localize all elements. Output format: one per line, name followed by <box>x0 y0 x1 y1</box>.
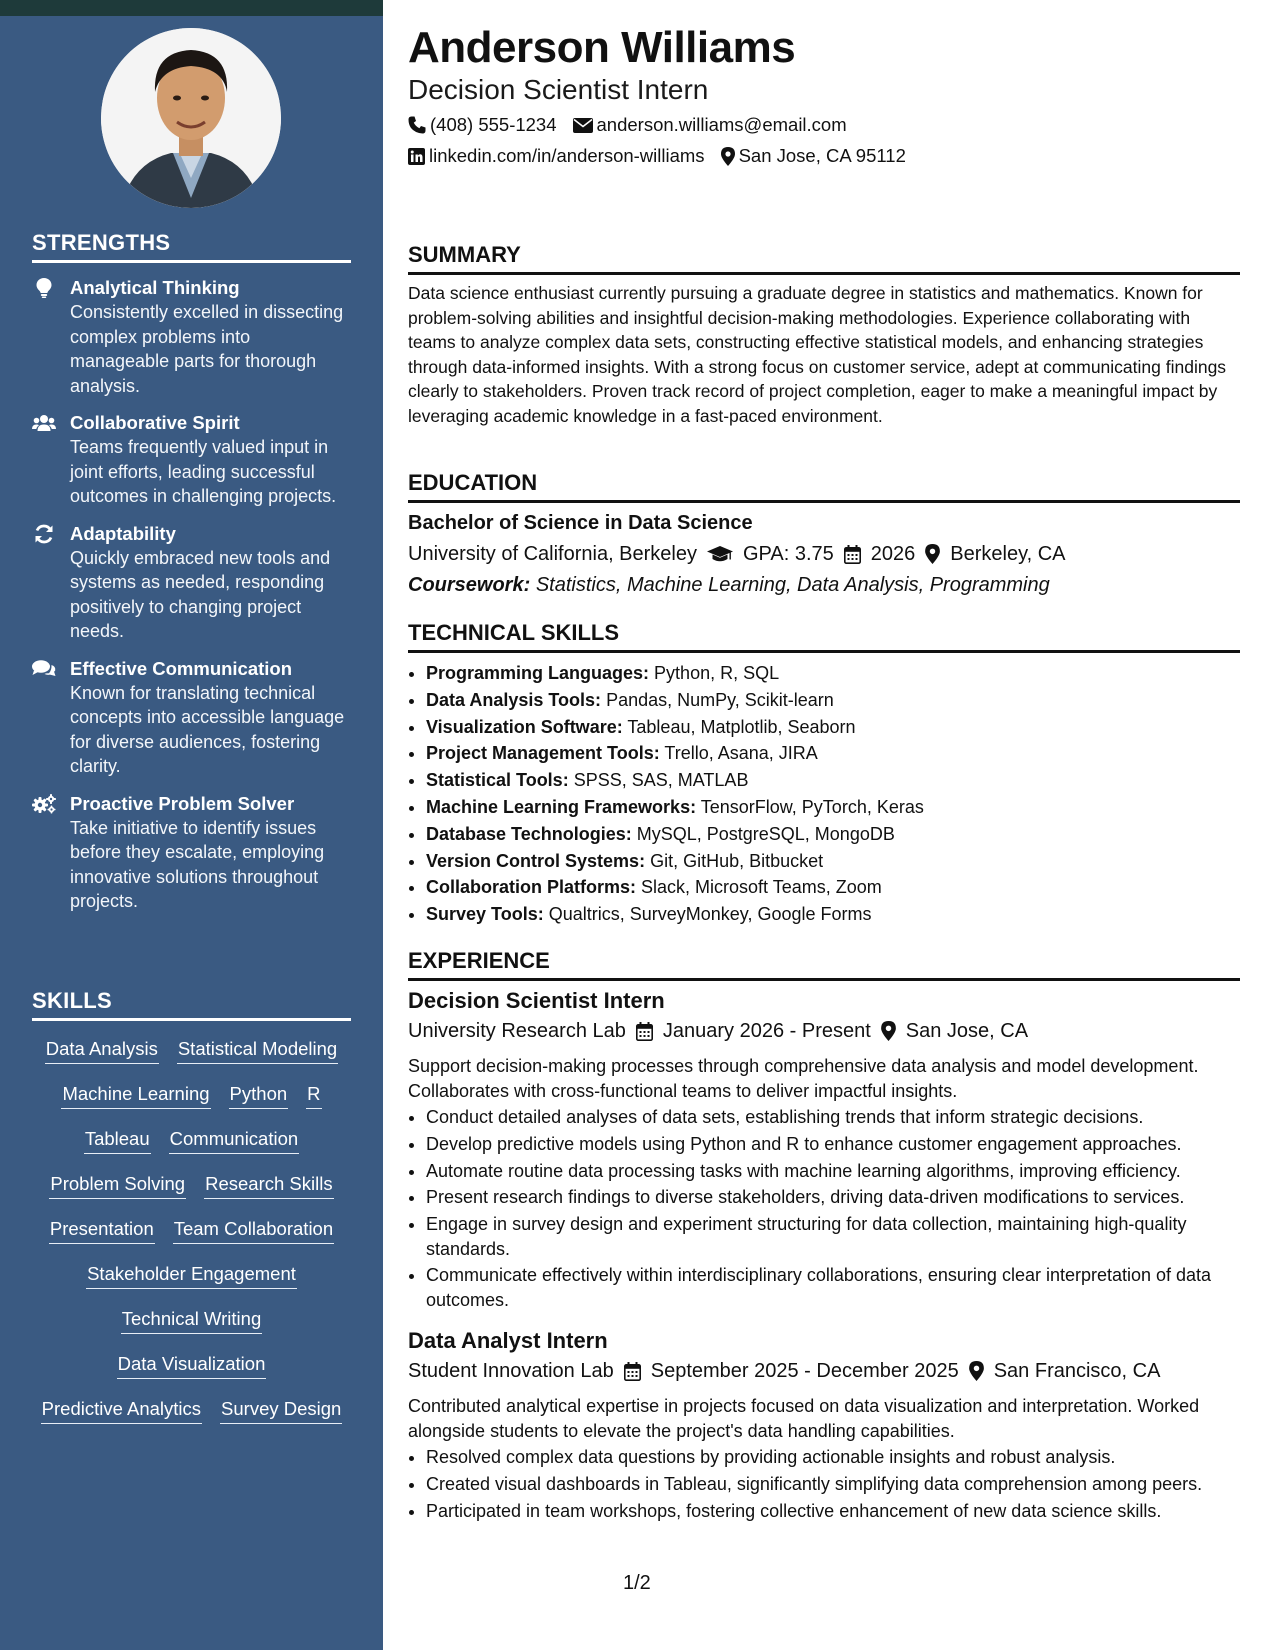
sidebar-top-bar <box>0 0 383 16</box>
list-item <box>426 901 1258 928</box>
strength-desc: Teams frequently valued input in joint efforts, leading successful outcomes in challenging projects. <box>70 437 337 506</box>
strength-item <box>32 411 351 509</box>
year-text: 2026 <box>870 543 916 565</box>
sync-icon <box>32 523 56 545</box>
list-item <box>426 687 1258 714</box>
strength-title: Proactive Problem Solver <box>70 792 295 814</box>
strength-item <box>32 657 351 779</box>
strength-title: Effective Communication <box>70 657 293 679</box>
list-item <box>426 848 1258 875</box>
envelope-icon <box>573 118 593 133</box>
page-number: 1/2 <box>623 1572 651 1594</box>
list-item <box>426 874 1258 901</box>
skill-tag: Tableau <box>84 1127 151 1154</box>
candidate-name: Anderson Williams <box>408 23 796 72</box>
location-text: San Jose, CA 95112 <box>738 145 906 166</box>
skill-category-label: Collaboration Platforms: <box>426 877 637 898</box>
contact-linkedin[interactable] <box>408 144 705 168</box>
skill-tag: Stakeholder Engagement <box>86 1262 297 1289</box>
job-title: Decision Scientist Intern <box>408 988 665 1013</box>
education-location <box>925 541 1065 567</box>
contact-phone <box>408 113 557 137</box>
summary-text: Data science enthusiast currently pursuing a graduate degree in statistics and mathematics. Known for problem-solving abilities and insightful decision-making methodologies. Experience collaborating with teams to analyze complex data sets, constructing effective statistical models, and enhancing strategies through data-informed insights. With a strong focus on customer service, adept at communicating findings clearly to stakeholders. Proven track record of project completion, eager to make a meaningful impact by leveraging academic knowledge in a fast-paced environment. <box>408 283 1227 426</box>
job-bullets <box>408 1105 1258 1315</box>
profile-photo <box>101 28 281 208</box>
skill-tag: Presentation <box>49 1217 155 1244</box>
skill-category-label: Data Analysis Tools: <box>426 689 602 710</box>
list-item <box>426 660 1258 687</box>
skills-section <box>32 988 351 1442</box>
degree-title: Bachelor of Science in Data Science <box>408 512 753 534</box>
contact-email[interactable] <box>573 113 847 137</box>
list-item: • Resolved complex data questions by providing actionable insights and robust analysis. <box>426 1445 1258 1470</box>
strength-desc: Take initiative to identify issues before they escalate, employing innovative solutions throughout projects. <box>70 817 325 911</box>
skill-category-value: SPSS, SAS, MATLAB <box>573 770 749 791</box>
skill-tag: Team Collaboration <box>173 1217 334 1244</box>
linkedin-icon <box>408 148 425 165</box>
skill-tag: Technical Writing <box>121 1307 263 1334</box>
list-item <box>426 794 1258 821</box>
job-dates <box>636 1018 871 1044</box>
list-item <box>426 767 1258 794</box>
skill-tag: Statistical Modeling <box>177 1037 338 1064</box>
skill-tag: Data Visualization <box>117 1352 267 1379</box>
list-item <box>426 821 1258 848</box>
skill-tag: Python <box>229 1082 289 1109</box>
skills-list <box>32 1037 351 1442</box>
list-item: • Created visual dashboards in Tableau, significantly simplifying data comprehension among peers. <box>426 1472 1258 1497</box>
list-item: • Conduct detailed analyses of data sets, establishing trends that inform strategic decisions. <box>426 1105 1258 1130</box>
job-location <box>969 1358 1161 1384</box>
linkedin-text[interactable]: linkedin.com/in/anderson-williams <box>429 145 705 166</box>
school-name: University of California, Berkeley <box>408 543 697 565</box>
contact-row <box>408 113 847 137</box>
skill-category-label: Statistical Tools: <box>426 770 569 791</box>
skill-category-value: Tableau, Matplotlib, Seaborn <box>627 716 856 737</box>
strength-title: Analytical Thinking <box>70 277 240 298</box>
strength-item <box>32 792 351 914</box>
job-location-text: San Jose, CA <box>905 1020 1029 1042</box>
education-meta <box>408 541 1066 567</box>
phone-icon <box>408 116 426 134</box>
list-item: • Present research findings to diverse stakeholders, driving data-driven modifications to services. <box>426 1185 1258 1210</box>
strength-item <box>32 522 351 644</box>
skill-tag: Survey Design <box>220 1397 342 1424</box>
contact-location <box>721 144 906 168</box>
strength-item <box>32 276 351 398</box>
education-gpa <box>707 541 834 567</box>
job-summary: Support decision-making processes through comprehensive data analysis and model development. Collaborates with cross-functional teams to deliver impactful insights. <box>408 1056 1199 1101</box>
skill-tag: Predictive Analytics <box>41 1397 202 1424</box>
job-dates-text: January 2026 - Present <box>662 1020 871 1042</box>
strength-desc: Known for translating technical concepts into accessible language for diverse audiences, fostering clarity. <box>70 682 345 776</box>
skill-tag: Data Analysis <box>45 1037 159 1064</box>
education-heading: EDUCATION <box>408 469 1240 503</box>
phone-text: (408) 555-1234 <box>430 114 557 135</box>
skill-category-label: Database Technologies: <box>426 823 632 844</box>
strength-desc: Consistently excelled in dissecting complex problems into manageable parts for thorough analysis. <box>70 302 344 396</box>
list-item <box>426 714 1258 741</box>
skills-heading: SKILLS <box>32 988 351 1021</box>
skill-tag: R <box>306 1082 321 1109</box>
coursework-label: Coursework: <box>408 574 531 596</box>
summary-heading: SUMMARY <box>408 241 1240 275</box>
skill-category-value: Pandas, NumPy, Scikit-learn <box>606 689 834 710</box>
calendar-icon <box>636 1022 653 1041</box>
job-bullets <box>408 1445 1258 1525</box>
sidebar <box>0 16 383 1650</box>
lightbulb-icon <box>32 277 56 299</box>
job-summary: Contributed analytical expertise in projects focused on data visualization and interpretation. Worked alongside students to elevate the project's data handling capabilities. <box>408 1396 1200 1441</box>
email-text[interactable]: anderson.williams@email.com <box>596 114 847 135</box>
technical-skills-list <box>408 660 1258 928</box>
list-item: • Develop predictive models using Python and R to enhance customer engagement approaches. <box>426 1132 1258 1157</box>
skill-category-value: Qualtrics, SurveyMonkey, Google Forms <box>548 904 872 925</box>
education-year <box>844 541 916 567</box>
job-dates-text: September 2025 - December 2025 <box>650 1360 959 1382</box>
skill-category-label: Machine Learning Frameworks: <box>426 796 697 817</box>
technical-skills-heading: TECHNICAL SKILLS <box>408 619 1240 653</box>
list-item: • Participated in team workshops, fostering collective enhancement of new data science skills. <box>426 1499 1258 1524</box>
cogs-icon <box>32 793 56 815</box>
job-meta <box>408 1018 1028 1044</box>
calendar-icon <box>624 1362 641 1381</box>
map-marker-icon <box>925 544 940 564</box>
comments-icon <box>32 658 56 680</box>
strengths-heading: STRENGTHS <box>32 230 351 263</box>
skill-category-label: Programming Languages: <box>426 663 650 683</box>
skill-category-value: MySQL, PostgreSQL, MongoDB <box>636 823 895 844</box>
skill-tag: Research Skills <box>204 1172 334 1199</box>
strength-title: Collaborative Spirit <box>70 412 240 433</box>
job-org: Student Innovation Lab <box>408 1360 614 1382</box>
graduation-cap-icon <box>707 545 733 563</box>
education-location-text: Berkeley, CA <box>950 543 1066 565</box>
gpa-text: GPA: 3.75 <box>743 543 834 565</box>
job-dates <box>624 1358 959 1384</box>
skill-tag: Problem Solving <box>49 1172 186 1199</box>
skill-category-value: Trello, Asana, JIRA <box>664 743 818 764</box>
list-item <box>426 740 1258 767</box>
strengths-section <box>32 230 351 914</box>
skill-tag: Communication <box>169 1127 300 1154</box>
list-item: • Communicate effectively within interdisciplinary collaborations, ensuring clear interpretation of data outcomes. <box>426 1263 1258 1312</box>
skill-category-value: TensorFlow, PyTorch, Keras <box>700 796 924 817</box>
skill-category-label: Visualization Software: <box>426 716 623 737</box>
map-marker-icon <box>721 147 735 166</box>
job-title: Data Analyst Intern <box>408 1328 608 1353</box>
candidate-title: Decision Scientist Intern <box>408 74 709 105</box>
coursework-text: Statistics, Machine Learning, Data Analysis, Programming <box>535 574 1050 596</box>
skill-category-value: Git, GitHub, Bitbucket <box>650 850 824 871</box>
skill-category-label: Project Management Tools: <box>426 743 660 764</box>
job-location <box>881 1018 1028 1044</box>
skill-tag: Machine Learning <box>61 1082 210 1109</box>
skill-category-label: Version Control Systems: <box>426 850 646 871</box>
skill-category-label: Survey Tools: <box>426 904 544 925</box>
users-icon <box>32 412 56 434</box>
job-meta <box>408 1358 1160 1384</box>
map-marker-icon <box>881 1021 896 1041</box>
strength-title: Adaptability <box>70 522 176 544</box>
experience-heading: EXPERIENCE <box>408 947 1240 981</box>
calendar-icon <box>844 545 861 564</box>
skill-category-value: Python, R, SQL <box>654 663 780 683</box>
list-item: • Automate routine data processing tasks with machine learning algorithms, improving efficiency. <box>426 1159 1258 1184</box>
map-marker-icon <box>969 1361 984 1381</box>
strength-desc: Quickly embraced new tools and systems as needed, responding positively to changing project needs. <box>70 547 331 641</box>
coursework <box>408 572 1050 598</box>
contact-row-2 <box>408 144 906 168</box>
job-location-text: San Francisco, CA <box>993 1360 1161 1382</box>
list-item: • Engage in survey design and experiment structuring for data collection, maintaining high-quality standards. <box>426 1212 1258 1261</box>
job-org: University Research Lab <box>408 1020 626 1042</box>
skill-category-value: Slack, Microsoft Teams, Zoom <box>641 877 882 898</box>
